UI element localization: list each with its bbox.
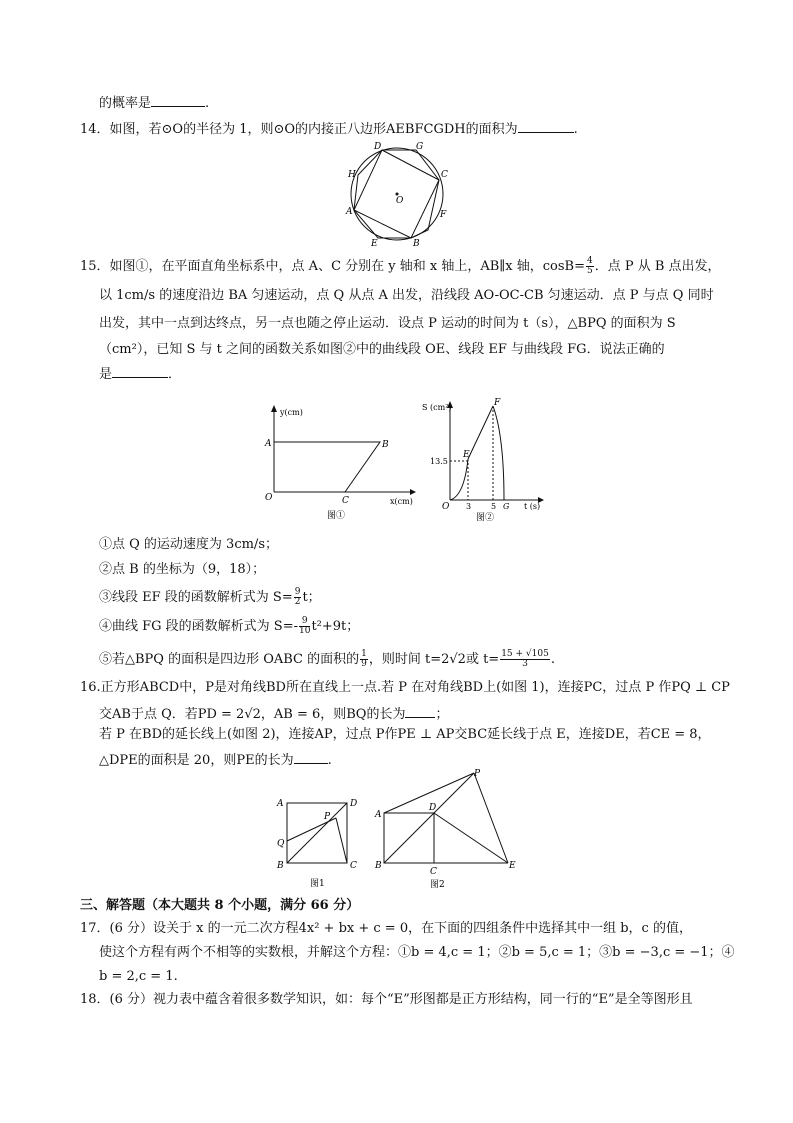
q15-option-2: ②点 B 的坐标为（9，18）； <box>99 562 266 577</box>
figure-caption: 图② <box>476 513 495 523</box>
q17-line2: 使这个方程有两个不相等的实数根，并解这个方程：①b = 4,c = 1；②b = 5,c = 1；③b = −3,c = −1；④ <box>99 945 735 960</box>
q16-line1: 16.正方形ABCD中，P是对角线BD所在直线上一点.若 P 在对角线BD上(如图 1)，连接PC，过点 P 作PQ ⊥ CP <box>80 680 730 695</box>
label-a: A <box>346 207 353 217</box>
q13-tail <box>99 93 209 113</box>
label-a: A <box>265 439 272 449</box>
label-d: D <box>429 803 437 813</box>
opt5-num: 1 <box>361 649 367 659</box>
answer-blank[interactable] <box>112 364 168 378</box>
q15-line1-end: ．点 P 从 B 点出发， <box>594 259 721 274</box>
q15-line4: （cm²），已知 S 与 t 之间的函数关系如图②中的曲线段 OE、线段 EF 与曲线段 FG．说法正确的 <box>99 342 665 357</box>
q15-line5-text: 是 <box>99 367 113 382</box>
label-o: O <box>396 196 404 206</box>
label-g: G <box>416 142 424 152</box>
label-b: B <box>375 861 382 871</box>
opt4-tail: t²+9t； <box>311 619 360 634</box>
label-a: A <box>277 799 284 809</box>
label-b: B <box>382 440 389 450</box>
q15-figure-2 <box>420 396 550 524</box>
y-axis-label: y(cm) <box>280 408 303 417</box>
q13-tail-text: 的概率是 <box>99 96 152 111</box>
segment-ef <box>468 406 493 459</box>
curve-oe <box>450 459 468 500</box>
q16-line4-text: △DPE的面积是 20，则PE的长为 <box>99 753 294 768</box>
section-heading: 三、解答题（本大题共 8 个小题，满分 66 分） <box>80 898 360 913</box>
label-c: C <box>342 496 349 506</box>
label-g: G <box>503 502 510 511</box>
opt5-text: ⑤若△BPQ 的面积是四边形 OABC 的面积的 <box>99 652 360 667</box>
cos-num: 4 <box>586 256 593 266</box>
q14-text <box>80 119 578 139</box>
q15-line3: 出发，其中一点到达终点，另一点也随之停止运动．设点 P 运动的时间为 t（s），△BPQ 的面积为 S <box>99 316 676 331</box>
label-o: O <box>442 502 450 512</box>
opt5-den2: 3 <box>522 659 528 669</box>
x-axis-label: x(cm) <box>390 497 413 506</box>
opt3-num: 9 <box>294 587 301 597</box>
y-axis-arrow <box>271 405 277 412</box>
answer-blank[interactable] <box>151 93 205 107</box>
q18-line1: 18．(6 分）视力表中蕴含着很多数学知识，如：每个“E”形图都是正方形结构，同一行的“E”是全等图形且 <box>80 992 693 1007</box>
q16-line2-text: 交AB于点 Q．若PD = 2√2，AB = 6，则BQ的长为 <box>99 707 406 722</box>
opt5-end: . <box>550 652 555 667</box>
figure-caption: 图1 <box>310 879 325 889</box>
q16-line4-end: . <box>327 753 332 768</box>
line-bdp <box>384 773 474 863</box>
q15-line5-end: ． <box>168 367 182 382</box>
q14-octagon-figure <box>340 140 450 248</box>
cos-fraction <box>586 257 594 276</box>
label-e: E <box>463 450 470 460</box>
label-f: F <box>494 398 501 408</box>
q16-line3: 若 P 在BD的延长线上(如图 2)，连接AP，过点 P作PE ⊥ AP交BC延长线于点 E，连接DE，若CE = 8， <box>99 727 711 742</box>
answer-blank[interactable] <box>405 704 435 718</box>
q15-option-1: ①点 Q 的运动速度为 3cm/s； <box>99 537 278 552</box>
t-axis-label: t (s) <box>524 502 541 511</box>
opt4-num: 9 <box>299 617 310 627</box>
label-c: C <box>430 867 437 877</box>
q16-line2 <box>99 704 448 724</box>
segment-pe <box>474 773 508 863</box>
label-e: E <box>509 861 516 871</box>
q15-line1 <box>80 257 721 276</box>
quad-outline <box>274 442 380 492</box>
opt5-den: 9 <box>361 659 367 669</box>
q16-figure-1 <box>273 794 368 894</box>
opt4-den: 10 <box>299 626 311 636</box>
x-axis-arrow <box>410 489 416 495</box>
figure-caption: 图2 <box>430 880 445 890</box>
opt3-den: 2 <box>294 597 301 607</box>
label-b: B <box>277 861 284 871</box>
tick-13-5: 13.5 <box>430 457 448 466</box>
q15-line1-text: 15．如图①，在平面直角坐标系中，点 A、C 分别在 y 轴和 x 轴上，AB∥x 轴，cosB= <box>80 259 585 274</box>
curve-fg <box>493 406 504 500</box>
label-h: H <box>348 170 356 180</box>
opt5-num2: 15 + √105 <box>501 649 549 659</box>
label-e: E <box>371 239 378 248</box>
label-d: D <box>374 142 382 152</box>
q17-line3: b = 2,c = 1. <box>99 969 178 984</box>
label-b: B <box>413 239 420 248</box>
q15-line2: 以 1cm/s 的速度沿边 BA 匀速运动，点 Q 从点 A 出发，沿线段 AO-OC-CB 匀速运动．点 P 与点 Q 同时 <box>99 288 714 303</box>
opt3-text: ③线段 EF 段的函数解析式为 S= <box>99 590 293 605</box>
q15-option-3 <box>99 588 321 607</box>
label-c: C <box>350 861 357 871</box>
opt5-fraction-2 <box>500 650 550 669</box>
label-o: O <box>265 493 273 503</box>
cos-den: 5 <box>586 266 593 276</box>
label-p: P <box>474 769 481 779</box>
q15-option-5 <box>99 650 555 669</box>
label-p: P <box>324 812 331 822</box>
opt5-fraction <box>360 650 368 669</box>
diagonal-bd <box>287 803 347 863</box>
segment-de <box>434 813 508 863</box>
opt4-fraction <box>299 617 310 636</box>
q16-line2-end: ； <box>435 707 449 722</box>
label-q: Q <box>277 839 285 849</box>
opt4-text: ④曲线 FG 段的函数解析式为 S=- <box>99 619 298 634</box>
q14-stem: 14．如图，若⊙O的半径为 1，则⊙O的内接正八边形AEBFCGDH的面积为 <box>80 122 518 137</box>
opt3-fraction <box>294 588 302 607</box>
label-c: C <box>441 170 448 180</box>
label-a: A <box>375 810 382 820</box>
opt3-tail: t； <box>302 590 321 605</box>
q13-tail-end: . <box>205 96 210 111</box>
answer-blank[interactable] <box>294 750 328 764</box>
q15-figure-1 <box>260 402 425 522</box>
figure-caption: 图① <box>327 511 346 521</box>
s-axis-label: S (cm²) <box>422 403 452 412</box>
q15-line5 <box>99 364 181 384</box>
label-d: D <box>350 799 358 809</box>
tick-5: 5 <box>491 502 497 511</box>
q17-line1: 17．(6 分）设关于 x 的一元二次方程4x² + bx + c = 0，在下面的四组条件中选择其中一组 b，c 的值， <box>80 921 692 936</box>
answer-blank[interactable] <box>518 119 574 133</box>
opt5-middle: ，则时间 t=2√2或 t= <box>368 652 500 667</box>
q16-line4 <box>99 750 332 770</box>
label-f: F <box>440 210 447 220</box>
q14-end: . <box>573 122 578 137</box>
q16-figure-2 <box>372 767 522 893</box>
q15-option-4 <box>99 617 359 636</box>
tick-3: 3 <box>466 502 472 511</box>
segment-pc <box>336 818 347 863</box>
